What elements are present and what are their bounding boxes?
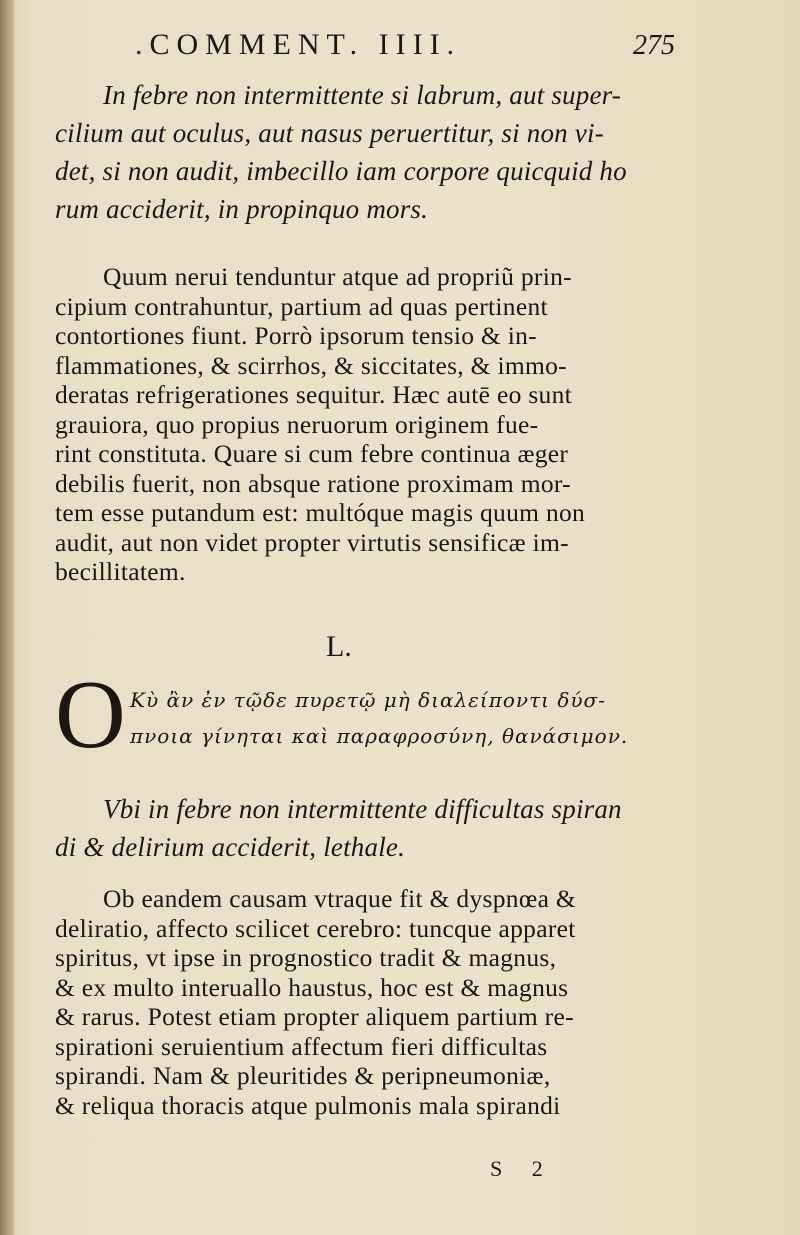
page-header (135, 28, 675, 68)
aphorism-1-line: In febre non intermittente si labrum, aut super- (103, 80, 621, 110)
commentary-line: & rarus. Potest etiam propter aliquem partium re- (55, 1002, 574, 1031)
drop-initial: O (55, 661, 126, 769)
binding-gutter (0, 0, 14, 1235)
commentary-line: & ex multo interuallo haustus, hoc est & magnus (55, 972, 569, 1002)
commentary-1 (55, 262, 653, 587)
commentary-line: becillitatem. (55, 557, 186, 586)
signature-mark: S 2 (490, 1156, 555, 1181)
commentary-line: contortiones fiunt. Porrò ipsorum tensio & in- (55, 321, 537, 350)
aphorism-2-line: di & delirium acciderit, lethale. (55, 832, 406, 862)
commentary-line: deratas refrigerationes sequitur. Hæc autē eo sunt (55, 380, 573, 409)
aphorism-1 (55, 76, 653, 228)
commentary-line: debilis fuerit, non absque ratione proximam mor- (55, 468, 571, 498)
aphorism-2 (55, 790, 653, 866)
commentary-line: spirandi. Nam & pleuritides & peripneumoniæ, (55, 1061, 551, 1090)
aphorism-2-line: Vbi in febre non intermittente difficultas spiran (103, 794, 622, 824)
commentary-line: deliratio, affecto scilicet cerebro: tuncque apparet (55, 913, 576, 943)
greek-line: πνοια γίνηται καὶ παραφροσύνη, θανάσιμον. (130, 724, 629, 748)
running-head: .COMMENT. IIII. (135, 28, 462, 61)
commentary-line: tem esse putandum est: multóque magis quum non (55, 498, 586, 527)
commentary-line: spirationi seruientium affectum fieri difficultas (55, 1031, 548, 1061)
commentary-line: rint constituta. Quare si cum febre continua æger (55, 439, 569, 468)
commentary-line: & reliqua thoracis atque pulmonis mala spirandi (55, 1090, 561, 1120)
aphorism-1-line: rum acciderit, in propinquo mors. (55, 194, 429, 224)
commentary-line: flammationes, & scirrhos, & siccitates, & immo- (55, 350, 567, 380)
section-number: L. (326, 630, 352, 663)
aphorism-1-line: det, si non audit, imbecillo iam corpore quicquid ho (55, 156, 627, 186)
greek-aphorism (55, 661, 655, 769)
commentary-line: audit, aut non videt propter virtutis sensificæ im- (55, 527, 569, 557)
commentary-line: spiritus, vt ipse in prognostico tradit & magnus, (55, 943, 557, 972)
greek-line: Κὺ ἂν ἐν τῷδε πυρετῷ μὴ διαλείποντι δύσ- (130, 688, 606, 712)
commentary-line: Quum nerui tenduntur atque ad propriũ prin- (103, 262, 572, 291)
commentary-line: grauiora, quo propius neruorum originem fue- (55, 409, 539, 439)
page-number: 275 (633, 30, 675, 61)
commentary-2 (55, 884, 653, 1120)
aphorism-1-line: cilium aut oculus, aut nasus peruertitur, si non vi- (55, 118, 604, 148)
commentary-line: cipium contrahuntur, partium ad quas pertinent (55, 291, 548, 321)
commentary-line: Ob eandem causam vtraque fit & dyspnœa & (103, 884, 576, 913)
